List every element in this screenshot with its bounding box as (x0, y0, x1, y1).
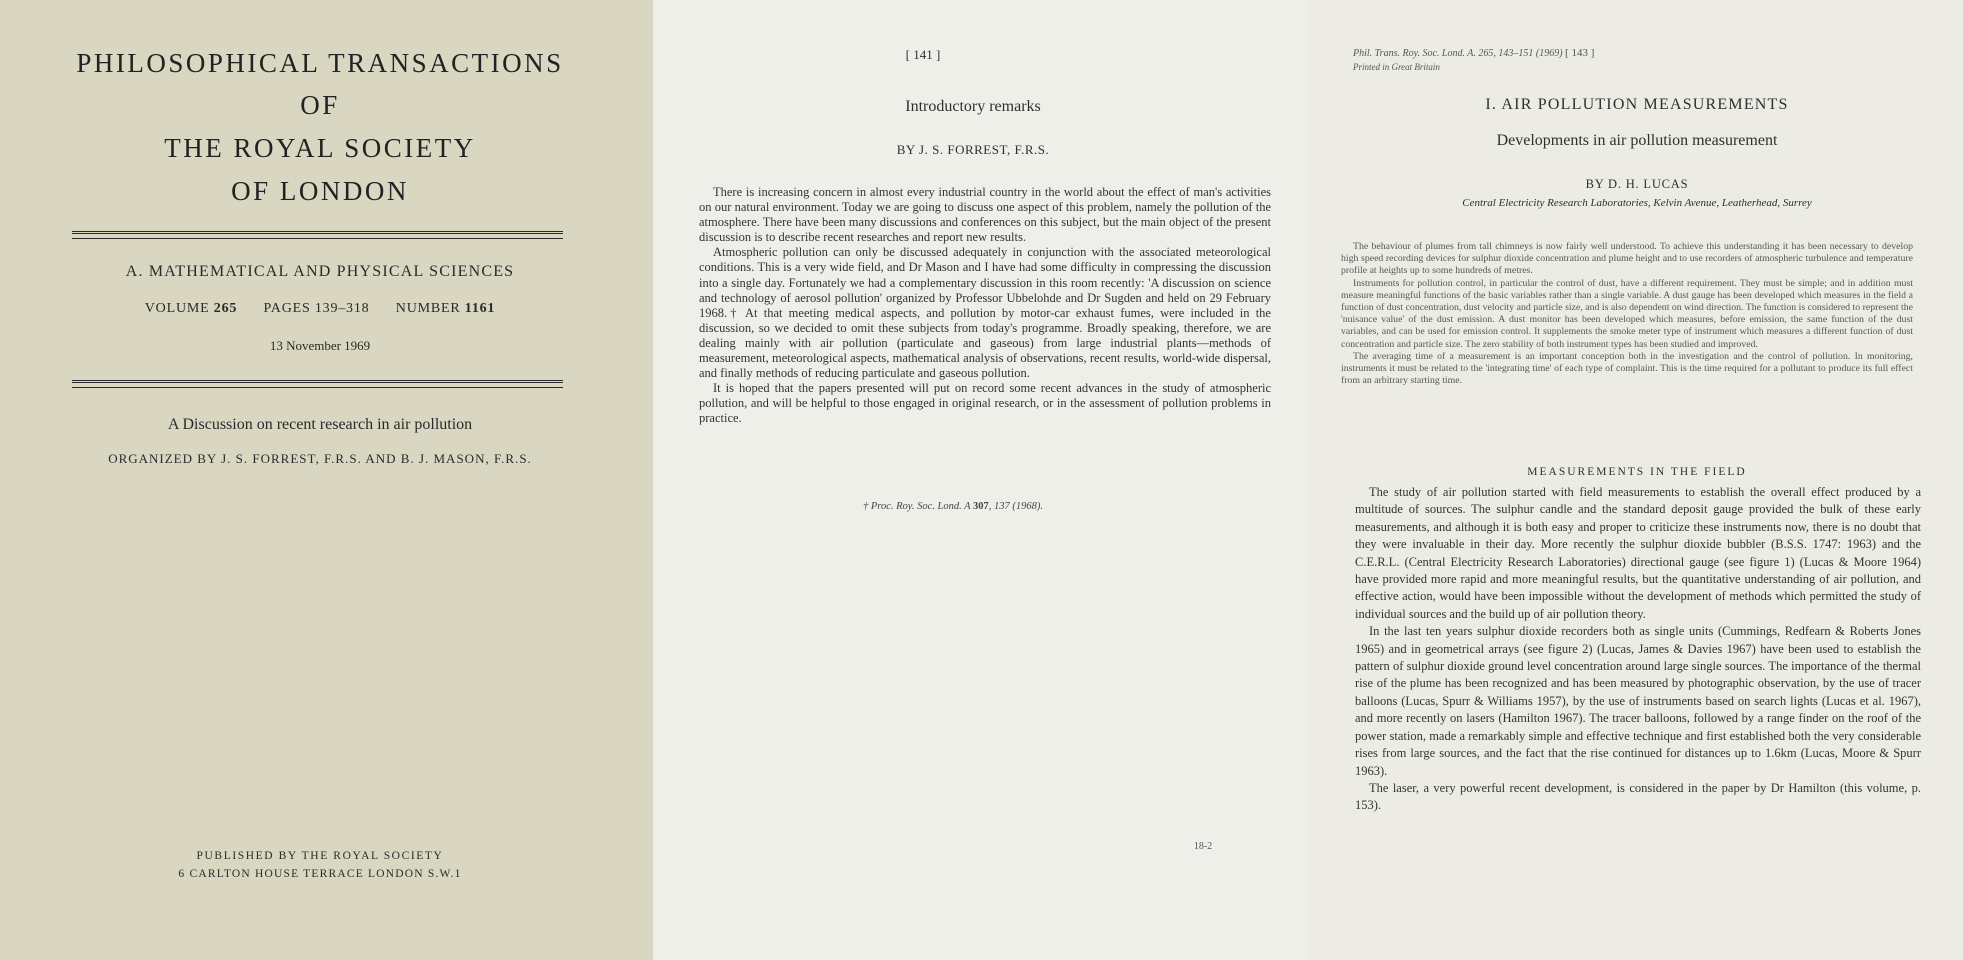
byline: BY J. S. FORREST, F.R.S. (896, 142, 1050, 157)
organizers: ORGANIZED BY J. S. FORREST, F.R.S. AND B. J. MASON, F.R.S. (108, 451, 532, 466)
article-body (1355, 484, 1921, 815)
double-rule-divider (72, 231, 563, 239)
affiliation: Central Electricity Research Laboratories, Kelvin Avenue, Leatherhead, Surrey (1462, 197, 1812, 209)
printed-note: Printed in Great Britain (1353, 62, 1440, 72)
publisher-name: PUBLISHED BY THE ROYAL SOCIETY (196, 850, 444, 862)
abstract (1341, 241, 1913, 387)
section-heading: I. AIR POLLUTION MEASUREMENTS (1485, 96, 1789, 113)
paragraph: The laser, a very powerful recent development, is considered in the paper by Dr Hamilton (this volume, p. 153). (1355, 780, 1921, 813)
page-title: Introductory remarks (905, 98, 1041, 115)
page-number: [ 143 ] (1565, 47, 1595, 59)
intro-body (699, 185, 1271, 427)
discussion-title: A Discussion on recent research in air pollution (167, 416, 473, 433)
paragraph: In the last ten years sulphur dioxide recorders both as single units (Cummings, Redfearn & Roberts Jones 1965) and in geometrical arrays (see figure 2) (Lucas, James & Davies 1967) have been used to establish the pattern of sulphur dioxide ground level concentration around large single sources. The importance of the thermal rise of the plume has been recognized and has been measured by photographic observation, by the use of tracer balloons (Lucas, Spurr & Williams 1957), by the use of instruments based on search lights (Lucas et al. 1967), and more recently on lasers (Hamilton 1967). The tracer balloons, followed by a range finder on the roof of the power station, made a remarkably simple and effective technique and first established both the very considerable rises from large sources, and the fact that the rise continued for distances up to 1.6km (Lucas, Moore & Spurr 1963). (1355, 624, 1921, 778)
pages-label: PAGES (263, 301, 311, 316)
series-title: A. MATHEMATICAL AND PHYSICAL SCIENCES (125, 263, 515, 280)
cover-title-line-1: PHILOSOPHICAL TRANSACTIONS (76, 48, 564, 78)
publisher-address: 6 CARLTON HOUSE TERRACE LONDON S.W.1 (178, 868, 462, 880)
paragraph: It is hoped that the papers presented will put on record some recent advances in the study of atmospheric pollution, and will be helpful to those engaged in original research, or in the assessment of pollution problems in practice. (699, 381, 1271, 426)
footnote-text: , 137 (1968). (988, 501, 1044, 512)
paragraph: Atmospheric pollution can only be discussed adequately in conjunction with the associated meteorological conditions. This is a very wide field, and Dr Mason and I have had some difficulty in compressing the discussion into a single day. Fortunately we had a complementary discussion in this room recently: 'A discussion on science and technology of aerosol pollution' organized by Professor Ubbelohde and Dr Sugden and held on 29 February 1968.† At that meeting medical aspects, and pollution by motor-car exhaust fumes, were included in the discussion, so we decided to omit these subjects from today's programme. Broadly speaking, therefore, we are dealing mainly with air pollution (particulate and gaseous) from large industrial plants—methods of measurement, meteorological aspects, mathematical analysis of observations, recent results, world-wide dispersal, and finally methods of reducing particulate and gaseous pollution. (699, 245, 1271, 381)
issue-date: 13 November 1969 (269, 338, 371, 353)
pages-range: 139–318 (314, 301, 370, 316)
cover-title-line-3: THE ROYAL SOCIETY (164, 133, 476, 163)
journal-line: Phil. Trans. Roy. Soc. Lond. A. 265, 143–151 (1969) (1353, 48, 1563, 59)
abstract-paragraph: The averaging time of a measurement is an important conception both in the investigation and the control of pollution. In monitoring, instruments it must be related to the 'integrating time' of each type of complaint. This is the time required for a pollutant to produce its full effect from an arbitrary starting time. (1341, 350, 1913, 387)
article-page (1307, 0, 1963, 960)
number-label: NUMBER (395, 301, 461, 316)
volume-number: 265 (213, 301, 238, 316)
abstract-paragraph: The behaviour of plumes from tall chimneys is now fairly well understood. To achieve this understanding it has been necessary to develop high speed recording devices for sulphur dioxide concentration and plume height and to use recorders of atmospheric turbulence and temperature profile at heights up to some hundreds of metres. (1341, 241, 1913, 277)
footnote (773, 501, 1133, 512)
volume-label: VOLUME (144, 301, 210, 316)
paragraph: The study of air pollution started with field measurements to establish the overall effect produced by a multitude of sources. The sulphur candle and the standard deposit gauge provided the bulk of these early measurements, and although it is both easy and proper to criticize these instruments now, there is no doubt that they were invaluable in their day. More recently the sulphur dioxide bubbler (B.S.S. 1747: 1963) and the C.E.R.L. (Central Electricity Research Laboratories) directional gauge (see figure 1) (Lucas & Moore 1964) have provided more rapid and more meaningful results, but the quantitative understanding of air pollution, and effective action, would have been impossible without the development of methods which permitted the study of individual sources and the build up of air pollution theory. (1355, 485, 1921, 621)
paragraph: There is increasing concern in almost every industrial country in the world about the effect of man's activities on our natural environment. Today we are going to discuss one aspect of this problem, namely the pollution of the atmosphere. There have been many discussions and conferences on this subject, but the main object of the present discussion is to describe recent researches and report new results. (699, 185, 1271, 245)
double-rule-divider (72, 380, 563, 388)
introductory-remarks-page (653, 0, 1307, 960)
abstract-paragraph: Instruments for pollution control, in particular the control of dust, have a different requirement. They must be simple; and in addition must measure meaningful functions of the basic variables rather than a single variable. A dust gauge has been developed which measures in the field a function of dust concentration, dust velocity and particle size, and is also dependent on wind direction. The function is considered to represent the 'nuisance value' of the dust emission. A dust monitor has been developed which measures, before emission, the same function of the dust variables, and can be used for emission control. It supplements the smoke meter type of instrument which measures a different function of dust concentration and particle size. The zero stability of both instrument types has been studied and improved. (1341, 277, 1913, 350)
issue-number: 1161 (464, 301, 496, 316)
author: BY D. H. LUCAS (1585, 177, 1689, 191)
page-number: [ 141 ] (905, 47, 941, 62)
journal-citation (1353, 47, 1853, 59)
subsection-heading: MEASUREMENTS IN THE FIELD (1527, 466, 1747, 478)
page-footer-signature: 18-2 (1193, 841, 1213, 852)
volume-info (0, 301, 640, 317)
article-title: Developments in air pollution measurement (1496, 132, 1778, 149)
footnote-text: † Proc. Roy. Soc. Lond. A (862, 501, 971, 512)
footnote-volume: 307 (973, 501, 989, 512)
journal-cover-page (0, 0, 653, 960)
cover-title-line-4: OF LONDON (231, 176, 409, 206)
cover-title-line-2: OF (300, 90, 340, 120)
